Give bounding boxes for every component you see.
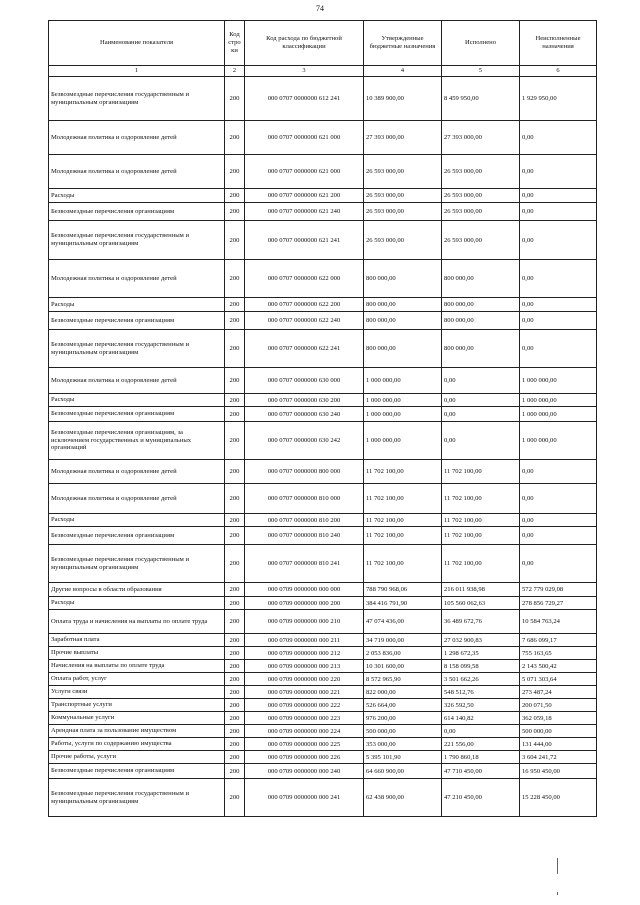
table-row — [49, 203, 597, 221]
row-executed: 26 593 000,00 — [442, 189, 520, 203]
row-executed: 0,00 — [442, 368, 520, 394]
row-unexecuted: 0,00 — [520, 312, 597, 330]
row-approved: 353 000,00 — [364, 738, 442, 751]
row-name: Транспортные услуги — [49, 699, 225, 712]
row-executed: 0,00 — [442, 725, 520, 738]
row-unexecuted: 200 071,50 — [520, 699, 597, 712]
table-row — [49, 779, 597, 817]
table-row — [49, 583, 597, 597]
table-row — [49, 699, 597, 712]
row-approved: 10 389 900,00 — [364, 77, 442, 121]
row-unexecuted: 1 929 950,00 — [520, 77, 597, 121]
row-line-code: 200 — [225, 394, 245, 407]
row-approved: 26 593 000,00 — [364, 189, 442, 203]
row-name: Безвозмездные перечисления государственным и муниципальным организациям — [49, 330, 225, 368]
row-approved: 1 000 000,00 — [364, 407, 442, 422]
row-line-code: 200 — [225, 647, 245, 660]
margin-dot — [557, 892, 558, 895]
row-executed: 26 593 000,00 — [442, 155, 520, 189]
row-line-code: 200 — [225, 779, 245, 817]
row-unexecuted: 278 856 729,27 — [520, 597, 597, 610]
row-budget-code: 000 0709 0000000 000 211 — [245, 634, 364, 647]
table-header-row — [49, 21, 597, 66]
table-row — [49, 738, 597, 751]
row-line-code: 200 — [225, 725, 245, 738]
row-line-code: 200 — [225, 738, 245, 751]
row-line-code: 200 — [225, 484, 245, 514]
row-line-code: 200 — [225, 203, 245, 221]
row-name: Безвозмездные перечисления организациям — [49, 312, 225, 330]
row-approved: 11 702 100,00 — [364, 460, 442, 484]
table-row — [49, 634, 597, 647]
row-unexecuted: 572 779 029,08 — [520, 583, 597, 597]
row-approved: 1 000 000,00 — [364, 394, 442, 407]
row-budget-code: 000 0707 0000000 622 241 — [245, 330, 364, 368]
row-name: Другие вопросы в области образования — [49, 583, 225, 597]
row-name: Молодежная политика и оздоровление детей — [49, 484, 225, 514]
row-name: Расходы — [49, 597, 225, 610]
row-unexecuted: 273 487,24 — [520, 686, 597, 699]
row-budget-code: 000 0707 0000000 630 242 — [245, 422, 364, 460]
row-budget-code: 000 0707 0000000 810 200 — [245, 514, 364, 527]
row-line-code: 200 — [225, 312, 245, 330]
row-executed: 26 593 000,00 — [442, 203, 520, 221]
row-approved: 800 000,00 — [364, 298, 442, 312]
row-unexecuted: 15 228 450,00 — [520, 779, 597, 817]
table-row — [49, 121, 597, 155]
row-name: Оплата труда и начисления на выплаты по оплате труда — [49, 610, 225, 634]
row-unexecuted: 0,00 — [520, 221, 597, 260]
row-budget-code: 000 0707 0000000 622 200 — [245, 298, 364, 312]
header-executed: Исполнено — [442, 21, 520, 66]
row-unexecuted: 2 143 500,42 — [520, 660, 597, 673]
row-name: Оплата работ, услуг — [49, 673, 225, 686]
row-name: Безвозмездные перечисления государственным и муниципальным организациям — [49, 545, 225, 583]
row-budget-code: 000 0709 0000000 000 224 — [245, 725, 364, 738]
row-line-code: 200 — [225, 764, 245, 779]
row-budget-code: 000 0709 0000000 000 222 — [245, 699, 364, 712]
row-unexecuted: 0,00 — [520, 298, 597, 312]
table-row — [49, 514, 597, 527]
header-unexecuted: Неисполненные назначения — [520, 21, 597, 66]
row-executed: 26 593 000,00 — [442, 221, 520, 260]
row-unexecuted: 500 000,00 — [520, 725, 597, 738]
row-name: Молодежная политика и оздоровление детей — [49, 460, 225, 484]
row-executed: 614 140,82 — [442, 712, 520, 725]
row-unexecuted: 5 071 303,64 — [520, 673, 597, 686]
table-row — [49, 610, 597, 634]
row-executed: 1 790 860,18 — [442, 751, 520, 764]
row-unexecuted: 10 584 763,24 — [520, 610, 597, 634]
row-approved: 11 702 100,00 — [364, 514, 442, 527]
table-row — [49, 484, 597, 514]
row-line-code: 200 — [225, 634, 245, 647]
row-name: Прочие выплаты — [49, 647, 225, 660]
row-executed: 8 158 099,58 — [442, 660, 520, 673]
row-name: Расходы — [49, 298, 225, 312]
header-line-code: Код стро ки — [225, 21, 245, 66]
row-unexecuted: 0,00 — [520, 260, 597, 298]
row-line-code: 200 — [225, 368, 245, 394]
row-executed: 800 000,00 — [442, 330, 520, 368]
row-line-code: 200 — [225, 527, 245, 545]
row-line-code: 200 — [225, 545, 245, 583]
row-budget-code: 000 0709 0000000 000 221 — [245, 686, 364, 699]
row-name: Расходы — [49, 394, 225, 407]
row-name: Молодежная политика и оздоровление детей — [49, 155, 225, 189]
row-executed: 800 000,00 — [442, 298, 520, 312]
row-unexecuted: 0,00 — [520, 460, 597, 484]
table-row — [49, 330, 597, 368]
table-row — [49, 422, 597, 460]
row-line-code: 200 — [225, 189, 245, 203]
row-approved: 27 393 000,00 — [364, 121, 442, 155]
table-row — [49, 764, 597, 779]
row-approved: 11 702 100,00 — [364, 527, 442, 545]
row-unexecuted: 131 444,00 — [520, 738, 597, 751]
row-name: Безвозмездные перечисления организациям — [49, 527, 225, 545]
row-budget-code: 000 0707 0000000 621 241 — [245, 221, 364, 260]
row-executed: 221 556,00 — [442, 738, 520, 751]
table-row — [49, 368, 597, 394]
row-line-code: 200 — [225, 699, 245, 712]
row-unexecuted: 0,00 — [520, 330, 597, 368]
row-executed: 36 489 672,76 — [442, 610, 520, 634]
row-executed: 105 560 062,63 — [442, 597, 520, 610]
row-executed: 11 702 100,00 — [442, 545, 520, 583]
table-row — [49, 527, 597, 545]
row-unexecuted: 1 000 000,00 — [520, 407, 597, 422]
row-name: Безвозмездные перечисления государственным и муниципальным организациям — [49, 77, 225, 121]
row-line-code: 200 — [225, 610, 245, 634]
row-executed: 27 032 900,83 — [442, 634, 520, 647]
row-unexecuted: 0,00 — [520, 121, 597, 155]
row-budget-code: 000 0707 0000000 622 240 — [245, 312, 364, 330]
row-line-code: 200 — [225, 583, 245, 597]
row-approved: 11 702 100,00 — [364, 545, 442, 583]
row-budget-code: 000 0707 0000000 612 241 — [245, 77, 364, 121]
row-executed: 800 000,00 — [442, 260, 520, 298]
row-budget-code: 000 0709 0000000 000 210 — [245, 610, 364, 634]
row-line-code: 200 — [225, 660, 245, 673]
row-executed: 216 011 938,98 — [442, 583, 520, 597]
row-name: Безвозмездные перечисления организациям — [49, 203, 225, 221]
row-unexecuted: 1 000 000,00 — [520, 368, 597, 394]
row-name: Заработная плата — [49, 634, 225, 647]
row-executed: 27 393 000,00 — [442, 121, 520, 155]
column-number: 4 — [364, 66, 442, 77]
row-approved: 26 593 000,00 — [364, 203, 442, 221]
row-approved: 384 416 791,90 — [364, 597, 442, 610]
row-line-code: 200 — [225, 155, 245, 189]
column-number: 6 — [520, 66, 597, 77]
row-name: Безвозмездные перечисления государственным и муниципальным организациям — [49, 221, 225, 260]
row-name: Молодежная политика и оздоровление детей — [49, 121, 225, 155]
row-budget-code: 000 0707 0000000 630 240 — [245, 407, 364, 422]
row-approved: 500 000,00 — [364, 725, 442, 738]
row-unexecuted: 3 604 241,72 — [520, 751, 597, 764]
table-row — [49, 673, 597, 686]
row-line-code: 200 — [225, 298, 245, 312]
row-name: Молодежная политика и оздоровление детей — [49, 368, 225, 394]
row-name: Безвозмездные перечисления организациям — [49, 407, 225, 422]
row-name: Прочие работы, услуги — [49, 751, 225, 764]
row-approved: 26 593 000,00 — [364, 221, 442, 260]
row-approved: 822 000,00 — [364, 686, 442, 699]
row-approved: 47 074 436,00 — [364, 610, 442, 634]
row-name: Расходы — [49, 514, 225, 527]
row-budget-code: 000 0709 0000000 000 212 — [245, 647, 364, 660]
row-approved: 5 395 101,90 — [364, 751, 442, 764]
row-budget-code: 000 0709 0000000 000 241 — [245, 779, 364, 817]
table-row — [49, 77, 597, 121]
table-row — [49, 394, 597, 407]
row-unexecuted: 16 950 450,00 — [520, 764, 597, 779]
row-executed: 3 501 662,26 — [442, 673, 520, 686]
row-unexecuted: 0,00 — [520, 545, 597, 583]
margin-mark — [557, 858, 558, 874]
row-unexecuted: 0,00 — [520, 155, 597, 189]
row-unexecuted: 755 163,65 — [520, 647, 597, 660]
row-executed: 1 298 672,35 — [442, 647, 520, 660]
row-name: Безвозмездные перечисления организациям — [49, 764, 225, 779]
row-budget-code: 000 0709 0000000 000 225 — [245, 738, 364, 751]
column-number-row — [49, 66, 597, 77]
row-approved: 10 301 600,00 — [364, 660, 442, 673]
row-budget-code: 000 0707 0000000 621 000 — [245, 155, 364, 189]
row-approved: 1 000 000,00 — [364, 422, 442, 460]
row-budget-code: 000 0707 0000000 622 000 — [245, 260, 364, 298]
row-line-code: 200 — [225, 673, 245, 686]
row-name: Безвозмездные перечисления организациям, за исключением государственных и муниципальных организаций — [49, 422, 225, 460]
table-row — [49, 221, 597, 260]
row-unexecuted: 7 686 099,17 — [520, 634, 597, 647]
row-line-code: 200 — [225, 77, 245, 121]
row-executed: 11 702 100,00 — [442, 527, 520, 545]
row-name: Коммунальные услуги — [49, 712, 225, 725]
row-unexecuted: 0,00 — [520, 203, 597, 221]
row-line-code: 200 — [225, 712, 245, 725]
row-budget-code: 000 0707 0000000 800 000 — [245, 460, 364, 484]
row-budget-code: 000 0707 0000000 621 000 — [245, 121, 364, 155]
budget-execution-table — [48, 20, 597, 817]
row-approved: 526 664,00 — [364, 699, 442, 712]
row-line-code: 200 — [225, 514, 245, 527]
row-budget-code: 000 0707 0000000 630 000 — [245, 368, 364, 394]
row-line-code: 200 — [225, 407, 245, 422]
column-number: 3 — [245, 66, 364, 77]
row-name: Начисления на выплаты по оплате труда — [49, 660, 225, 673]
row-executed: 548 512,76 — [442, 686, 520, 699]
row-name: Молодежная политика и оздоровление детей — [49, 260, 225, 298]
column-number: 1 — [49, 66, 225, 77]
row-budget-code: 000 0709 0000000 000 223 — [245, 712, 364, 725]
row-executed: 47 710 450,00 — [442, 764, 520, 779]
table-row — [49, 260, 597, 298]
row-approved: 788 790 968,06 — [364, 583, 442, 597]
row-executed: 0,00 — [442, 407, 520, 422]
table-row — [49, 155, 597, 189]
table-row — [49, 597, 597, 610]
column-number: 5 — [442, 66, 520, 77]
row-name: Арендная плата за пользование имуществом — [49, 725, 225, 738]
page-number: 74 — [316, 4, 324, 13]
row-line-code: 200 — [225, 330, 245, 368]
row-budget-code: 000 0709 0000000 000 200 — [245, 597, 364, 610]
row-line-code: 200 — [225, 751, 245, 764]
row-budget-code: 000 0707 0000000 621 240 — [245, 203, 364, 221]
row-budget-code: 000 0707 0000000 810 000 — [245, 484, 364, 514]
row-approved: 800 000,00 — [364, 312, 442, 330]
table-row — [49, 725, 597, 738]
row-line-code: 200 — [225, 460, 245, 484]
table-row — [49, 545, 597, 583]
row-executed: 0,00 — [442, 394, 520, 407]
row-executed: 8 459 950,00 — [442, 77, 520, 121]
table-row — [49, 460, 597, 484]
row-name: Работы, услуги по содержанию имущества — [49, 738, 225, 751]
row-name: Услуги связи — [49, 686, 225, 699]
row-unexecuted: 0,00 — [520, 189, 597, 203]
row-approved: 800 000,00 — [364, 260, 442, 298]
row-line-code: 200 — [225, 221, 245, 260]
row-approved: 800 000,00 — [364, 330, 442, 368]
row-budget-code: 000 0709 0000000 000 213 — [245, 660, 364, 673]
row-budget-code: 000 0709 0000000 000 220 — [245, 673, 364, 686]
table-row — [49, 189, 597, 203]
row-approved: 64 660 900,00 — [364, 764, 442, 779]
row-approved: 2 053 836,00 — [364, 647, 442, 660]
table-row — [49, 407, 597, 422]
row-unexecuted: 0,00 — [520, 484, 597, 514]
row-unexecuted: 0,00 — [520, 527, 597, 545]
row-unexecuted: 0,00 — [520, 514, 597, 527]
row-approved: 8 572 965,90 — [364, 673, 442, 686]
table-row — [49, 751, 597, 764]
row-approved: 62 438 900,00 — [364, 779, 442, 817]
row-budget-code: 000 0707 0000000 621 200 — [245, 189, 364, 203]
row-approved: 11 702 100,00 — [364, 484, 442, 514]
row-line-code: 200 — [225, 686, 245, 699]
header-name: Наименование показателя — [49, 21, 225, 66]
row-executed: 800 000,00 — [442, 312, 520, 330]
row-approved: 976 200,00 — [364, 712, 442, 725]
table-row — [49, 647, 597, 660]
row-budget-code: 000 0707 0000000 810 241 — [245, 545, 364, 583]
row-budget-code: 000 0707 0000000 810 240 — [245, 527, 364, 545]
table-row — [49, 712, 597, 725]
row-approved: 1 000 000,00 — [364, 368, 442, 394]
column-number: 2 — [225, 66, 245, 77]
table-row — [49, 686, 597, 699]
header-approved: Утвержденные бюджетные назначения — [364, 21, 442, 66]
row-executed: 47 210 450,00 — [442, 779, 520, 817]
row-budget-code: 000 0709 0000000 000 226 — [245, 751, 364, 764]
row-executed: 326 592,50 — [442, 699, 520, 712]
row-unexecuted: 362 059,18 — [520, 712, 597, 725]
row-approved: 34 719 000,00 — [364, 634, 442, 647]
table-row — [49, 312, 597, 330]
table-row — [49, 298, 597, 312]
row-unexecuted: 1 000 000,00 — [520, 422, 597, 460]
row-budget-code: 000 0709 0000000 000 000 — [245, 583, 364, 597]
row-line-code: 200 — [225, 121, 245, 155]
row-unexecuted: 1 000 000,00 — [520, 394, 597, 407]
row-line-code: 200 — [225, 260, 245, 298]
header-budget-code: Код расхода по бюджетной классификации — [245, 21, 364, 66]
row-budget-code: 000 0709 0000000 000 240 — [245, 764, 364, 779]
row-approved: 26 593 000,00 — [364, 155, 442, 189]
row-name: Безвозмездные перечисления государственным и муниципальным организациям — [49, 779, 225, 817]
row-executed: 11 702 100,00 — [442, 460, 520, 484]
row-budget-code: 000 0707 0000000 630 200 — [245, 394, 364, 407]
row-executed: 0,00 — [442, 422, 520, 460]
row-line-code: 200 — [225, 597, 245, 610]
row-name: Расходы — [49, 189, 225, 203]
row-executed: 11 702 100,00 — [442, 514, 520, 527]
row-executed: 11 702 100,00 — [442, 484, 520, 514]
row-line-code: 200 — [225, 422, 245, 460]
table-row — [49, 660, 597, 673]
